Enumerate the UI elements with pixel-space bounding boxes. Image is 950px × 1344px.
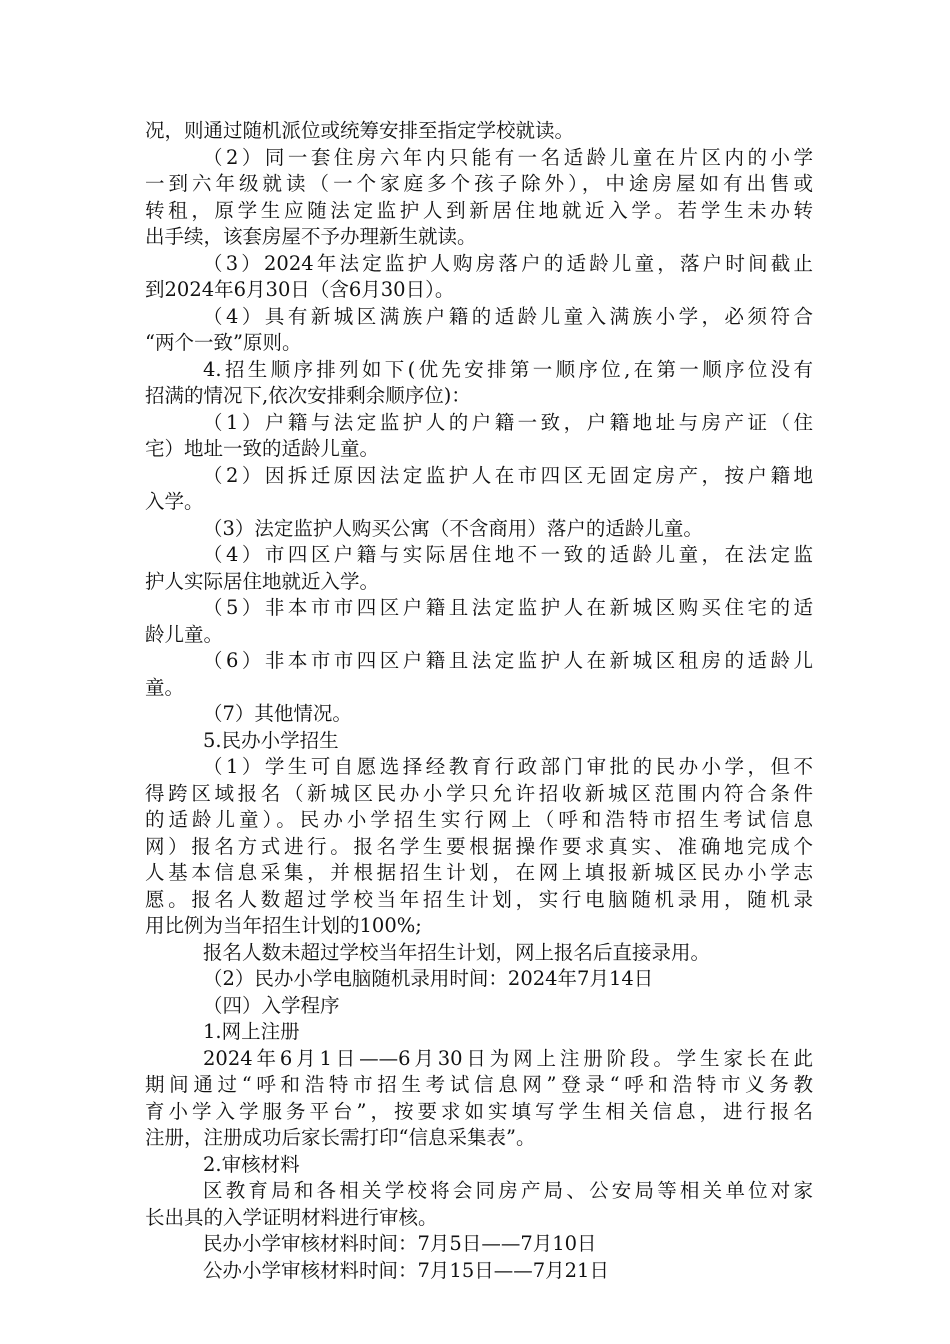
text-line: 愿。报名人数超过学校当年招生计划，实行电脑随机录用，随机录: [145, 887, 813, 911]
text-line: 用比例为当年招生计划的100%;: [145, 914, 422, 937]
text-line: 一到六年级就读（一个家庭多个孩子除外），中途房屋如有出售或: [145, 172, 813, 195]
text-line: 报名人数未超过学校当年招生计划，网上报名后直接录用。: [203, 940, 711, 964]
text-line: 护人实际居住地就近入学。: [145, 569, 380, 593]
document-body: [145, 118, 813, 1284]
text-line: 1.网上注册: [203, 1020, 300, 1043]
text-line: （2）民办小学电脑随机录用时间：2024年7月14日: [203, 967, 654, 990]
text-line: “两个一致”原则。: [145, 331, 302, 354]
text-line: 况，则通过随机派位或统筹安排至指定学校就读。: [145, 119, 575, 142]
text-line: 区教育局和各相关学校将会同房产局、公安局等相关单位对家: [203, 1179, 813, 1202]
text-line: 注册，注册成功后家长需打印“信息采集表”。: [145, 1126, 536, 1149]
text-line: （7）其他情况。: [203, 702, 352, 725]
text-line: 招满的情况下,依次安排剩余顺序位)：: [145, 384, 471, 407]
text-line: 2024年6月1日——6月30日为网上注册阶段。学生家长在此: [203, 1046, 813, 1070]
text-line: 转租，原学生应随法定监护人到新居住地就近入学。若学生未办转: [145, 198, 813, 222]
text-line: （四）入学程序: [203, 993, 340, 1017]
text-line: 龄儿童。: [145, 622, 224, 646]
text-line: （2）同一套住房六年内只能有一名适龄儿童在片区内的小学: [203, 145, 813, 169]
text-line: 网）报名方式进行。报名学生要根据操作要求真实、准确地完成个: [145, 834, 813, 858]
text-line: 期间通过“呼和浩特市招生考试信息网”登录“呼和浩特市义务教: [145, 1073, 813, 1096]
text-line: （2）因拆迁原因法定监护人在市四区无固定房产，按户籍地: [203, 463, 813, 487]
text-line: 育小学入学服务平台”，按要求如实填写学生相关信息，进行报名: [145, 1099, 813, 1123]
text-line: 得跨区域报名（新城区民办小学只允许招收新城区范围内符合条件: [145, 781, 813, 805]
text-line: 入学。: [145, 490, 204, 513]
text-line: 公办小学审核材料时间：7月15日——7月21日: [203, 1258, 609, 1282]
text-line: 2.审核材料: [203, 1152, 300, 1176]
text-line: 的适龄儿童）。民办小学招生实行网上（呼和浩特市招生考试信息: [145, 808, 813, 831]
text-line: 5.民办小学招生: [203, 728, 339, 752]
text-line: （5）非本市市四区户籍且法定监护人在新城区购买住宅的适: [203, 596, 813, 619]
text-line: 到2024年6月30日（含6月30日）。: [145, 278, 455, 301]
text-line: （3）法定监护人购买公寓（不含商用）落户的适龄儿童。: [203, 516, 703, 540]
text-line: 出手续，该套房屋不予办理新生就读。: [145, 225, 477, 248]
text-line: （3）2024年法定监护人购房落户的适龄儿童，落户时间截止: [203, 251, 813, 275]
text-line: （1）学生可自愿选择经教育行政部门审批的民办小学，但不: [203, 755, 813, 778]
text-line: 长出具的入学证明材料进行审核。: [145, 1205, 438, 1229]
text-line: 4.招生顺序排列如下(优先安排第一顺序位,在第一顺序位没有: [203, 357, 813, 381]
text-line: 民办小学审核材料时间：7月5日——7月10日: [203, 1232, 597, 1255]
text-line: （1）户籍与法定监护人的户籍一致，户籍地址与房产证（住: [203, 410, 813, 434]
text-line: （4）具有新城区满族户籍的适龄儿童入满族小学，必须符合: [203, 304, 813, 328]
text-line: 人基本信息采集，并根据招生计划，在网上填报新城区民办小学志: [145, 861, 813, 884]
text-line: （6）非本市市四区户籍且法定监护人在新城区租房的适龄儿: [203, 649, 813, 672]
text-line: 宅）地址一致的适龄儿童。: [145, 437, 380, 460]
text-line: （4）市四区户籍与实际居住地不一致的适龄儿童，在法定监: [203, 543, 813, 566]
text-line: 童。: [145, 675, 185, 699]
